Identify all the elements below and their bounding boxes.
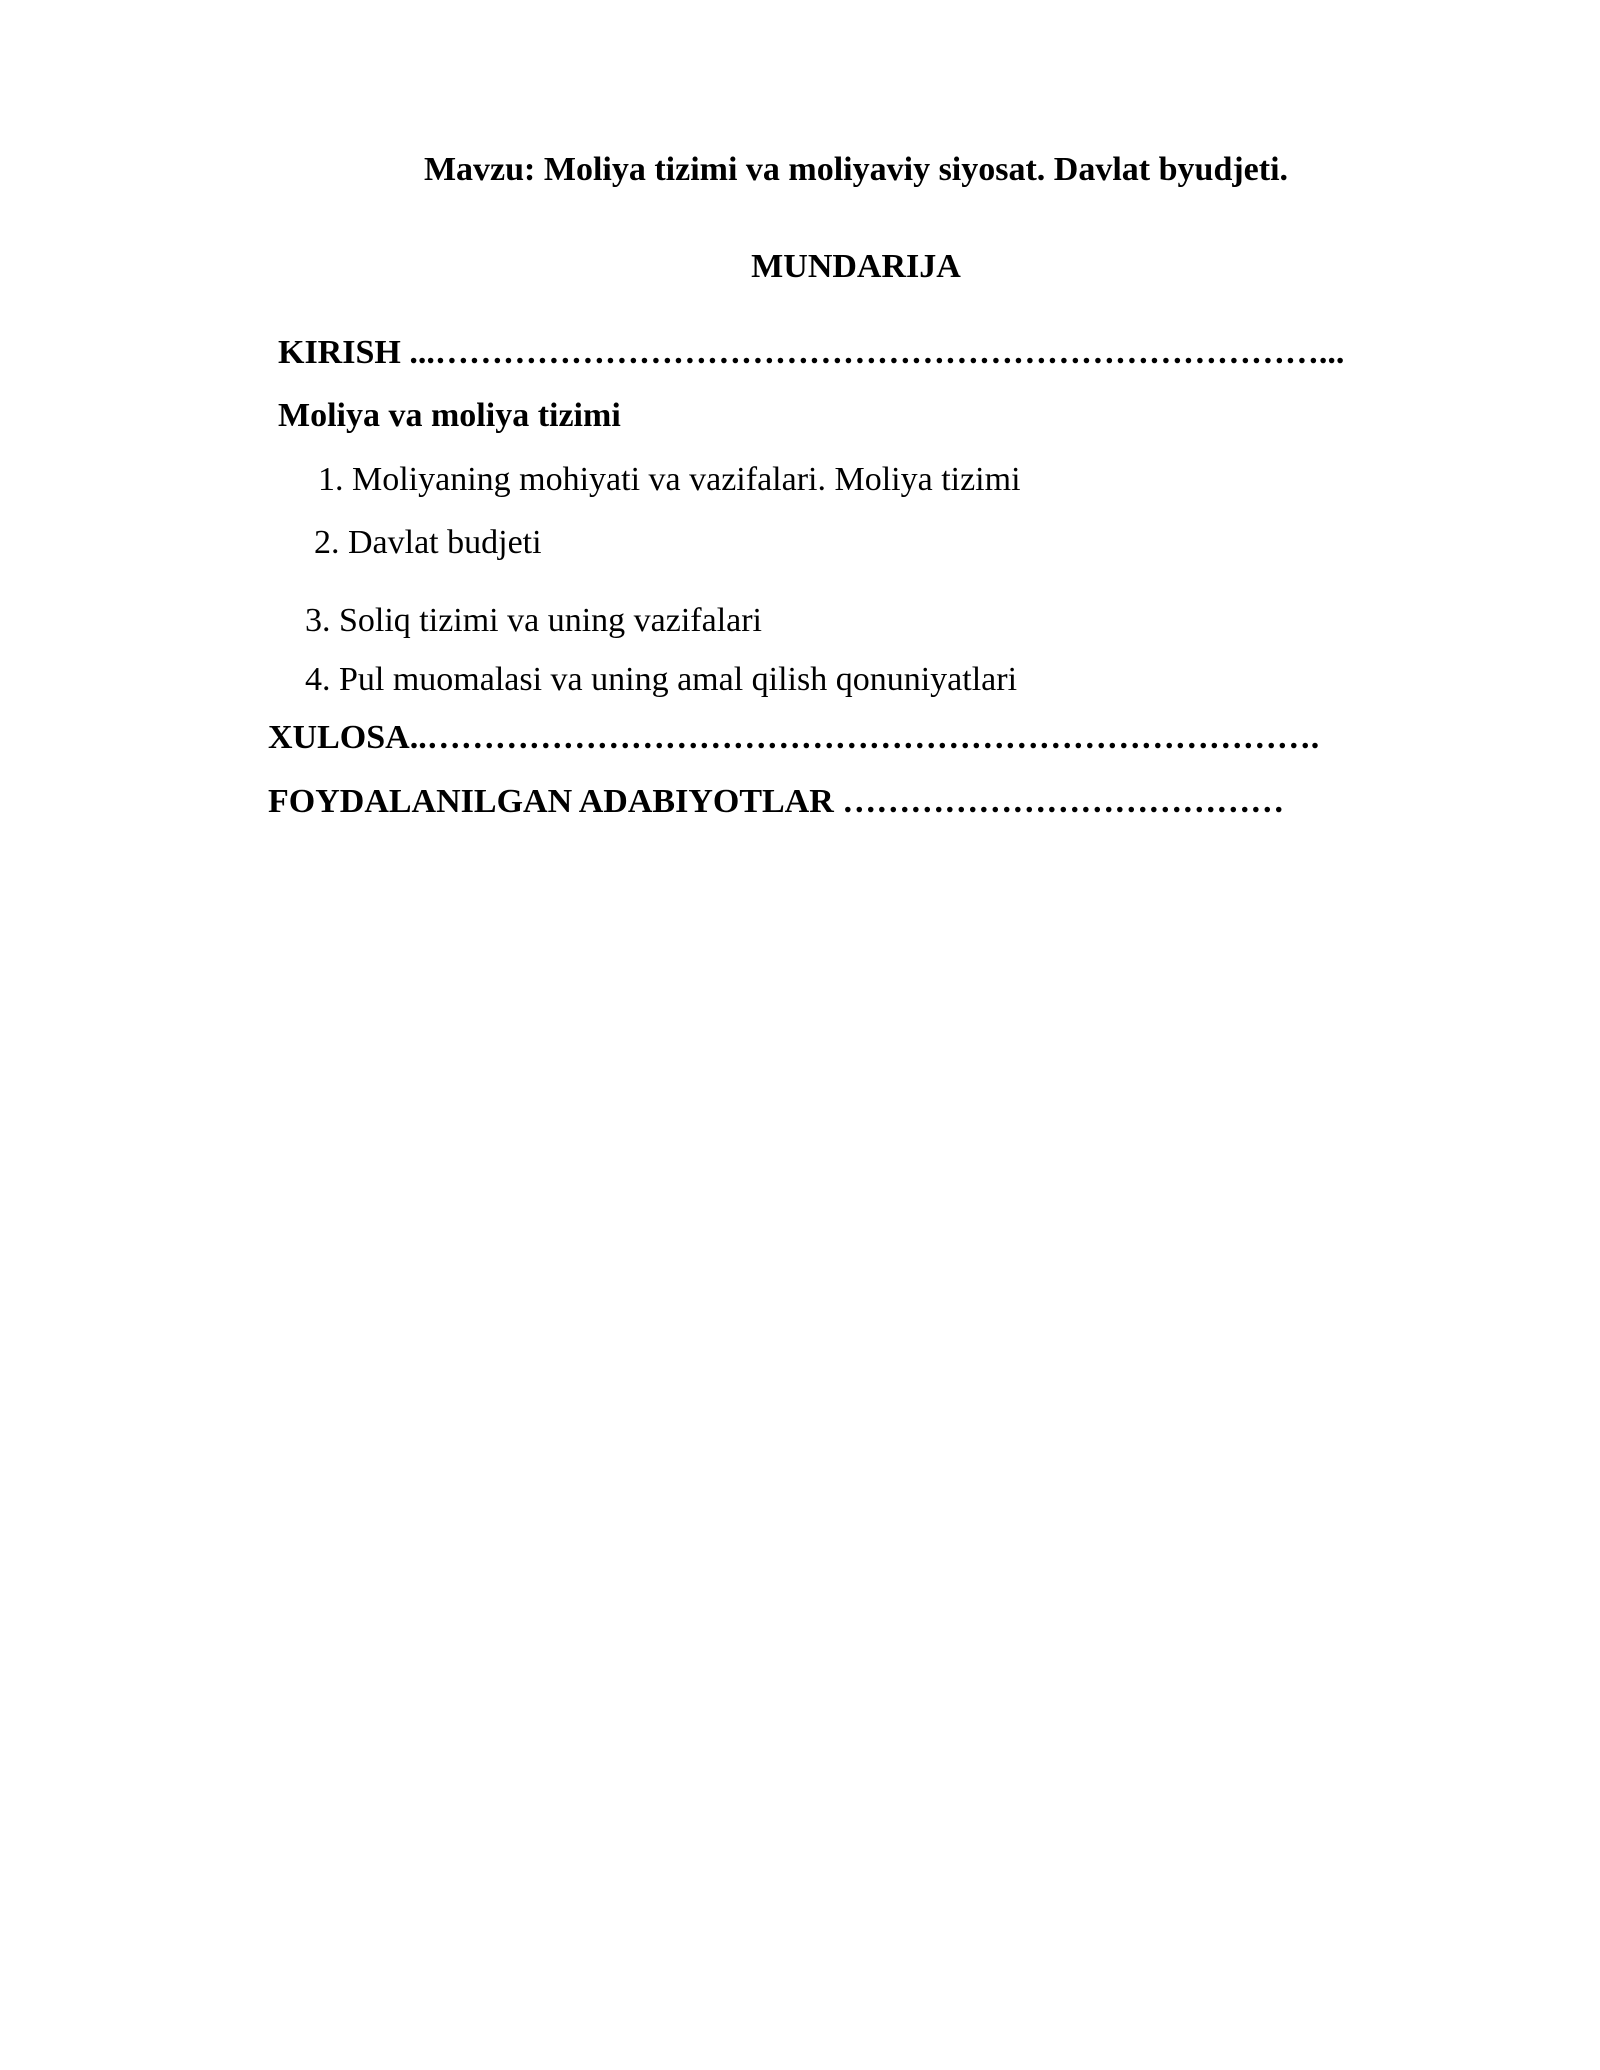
toc-entry-item-1: 1. Moliyaning mohiyati va vazifalari. Moliya tizimi — [318, 461, 1021, 498]
toc-entry-item-3: 3. Soliq tizimi va uning vazifalari — [305, 602, 763, 639]
toc-entry-item-2: 2. Davlat budjeti — [314, 524, 542, 561]
document-title: Mavzu: Moliya tizimi va moliyaviy siyosat. Davlat byudjeti. — [423, 151, 1289, 188]
toc-entry-section: Moliya va moliya tizimi — [278, 397, 621, 434]
toc-entry-adabiyotlar: FOYDALANILGAN ADABIYOTLAR ………………………………… — [268, 783, 1285, 820]
toc-entry-xulosa: XULOSA..……………………………………………………………………. — [268, 719, 1320, 756]
toc-heading: MUNDARIJA — [751, 248, 961, 285]
toc-entry-kirish: KIRISH ...……………………………………………………………………... — [278, 334, 1345, 371]
toc-entry-item-4: 4. Pul muomalasi va uning amal qilish qonuniyatlari — [305, 661, 1018, 698]
